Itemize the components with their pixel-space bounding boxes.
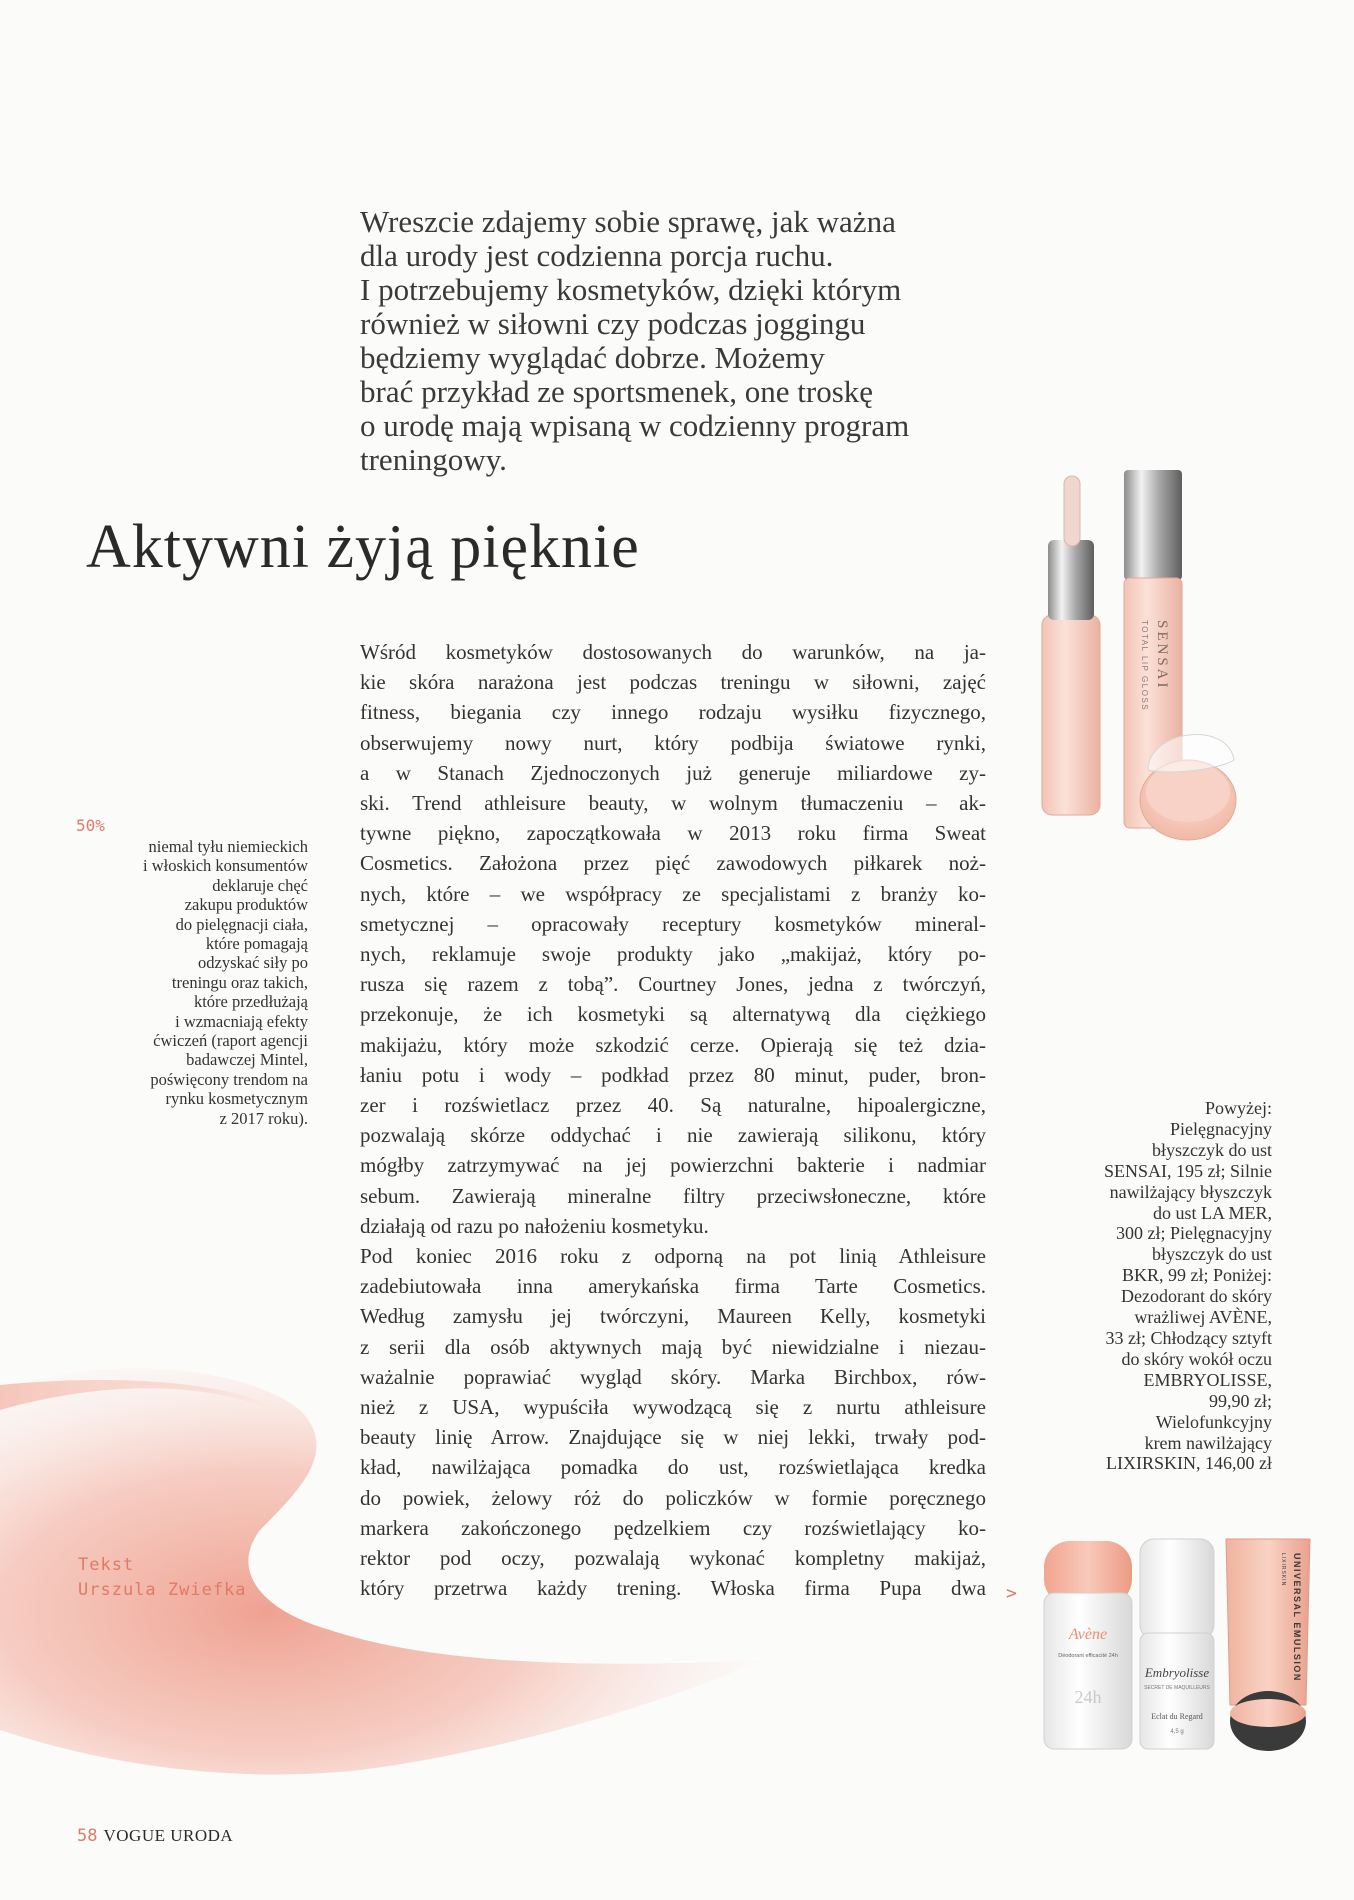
body-line: Według zamysłu jej twórczyni, Maureen Kelly, kosmetyki [360, 1304, 986, 1329]
avene-brand: Avène [1068, 1626, 1108, 1643]
body-line: beauty linię Arrow. Znajdujące się w niej lekki, trwały pod- [360, 1425, 986, 1450]
stat-line: i włoskich konsumentów [143, 856, 308, 876]
stat-line: zakupu produktów [184, 895, 308, 915]
sensai-label: SENSAI [1154, 620, 1170, 691]
article-body [360, 637, 986, 1604]
body-line: makijażu, który może szkodzić cerze. Opierają się też dzia- [360, 1032, 986, 1057]
intro-line: o urodę mają wpisaną w codzienny program [360, 408, 910, 443]
stat-percent: 50% [76, 816, 105, 835]
stat-line: które przedłużają [193, 992, 308, 1012]
caption-line: EMBRYOLISSE, [1143, 1369, 1272, 1390]
body-line: który przetrwa każdy trening. Włoska firma Pupa dwa [360, 1576, 986, 1601]
body-line: kie skóra narażona jest podczas treningu w siłowni, zajęć [360, 670, 986, 695]
intro-line: dla urody jest codzienna porcja ruchu. [360, 238, 834, 273]
caption-line: błyszczyk do ust [1152, 1244, 1272, 1265]
body-line: tywne piękno, zapoczątkowała w 2013 roku firma Sweat [360, 821, 986, 846]
author-credit [78, 1553, 247, 1603]
embryolisse-desc: Eclat du Regard [1151, 1712, 1203, 1721]
caption-line: 300 zł; Pielęgnacyjny [1116, 1223, 1272, 1244]
body-line: do powiek, żelowy róż do policzków w formie poręcznego [360, 1485, 986, 1510]
embryolisse-brand: Embryolisse [1144, 1665, 1210, 1680]
intro-line: Wreszcie zdajemy sobie sprawę, jak ważna [360, 204, 896, 239]
body-line: sebum. Zawierają mineralne filtry przeciwsłoneczne, które [360, 1183, 986, 1208]
product-caption [1010, 1098, 1272, 1474]
intro-paragraph [360, 205, 1010, 477]
caption-line: 33 zł; Chłodzący sztyft [1105, 1327, 1272, 1348]
lixirskin-label: UNIVERSAL EMULSION [1292, 1553, 1302, 1682]
body-line: ski. Trend athleisure beauty, w wolnym tłumaczeniu – ak- [360, 791, 986, 816]
caption-line: LIXIRSKIN, 146,00 zł [1106, 1453, 1272, 1474]
body-line: zer i rozświetlacz przez 40. Są naturalne, hipoalergiczne, [360, 1093, 986, 1118]
stat-line: treningu oraz takich, [171, 972, 308, 992]
avene-24h: 24h [1074, 1687, 1102, 1707]
body-line: fitness, biegania czy innego rodzaju wysiłku fizycznego, [360, 700, 986, 725]
body-care-products-image [1040, 1533, 1316, 1757]
body-line: rektor pod oczy, pozwalają wykonać kompletny makijaż, [360, 1546, 986, 1571]
stat-line: poświęcony trendom na [150, 1069, 308, 1089]
body-line: smetycznej – opracowały receptury kosmetyków mineral- [360, 911, 986, 936]
body-line: rusza się razem z tobą”. Courtney Jones, jedna z twórczyń, [360, 972, 986, 997]
sensai-sublabel: TOTAL LIP GLOSS [1140, 620, 1149, 712]
body-line: Pod koniec 2016 roku z odporną na pot linią Athleisure [360, 1244, 986, 1269]
body-line: mógłby zatrzymywać na jej powierzchni bakterie i nadmiar [360, 1153, 986, 1178]
caption-line: do skóry wokół oczu [1121, 1348, 1272, 1369]
caption-line: nawilżający błyszczyk [1109, 1181, 1272, 1202]
side-stat-box [58, 815, 308, 1128]
body-line: pozwalają skórze oddychać i nie zawierają silikonu, który [360, 1123, 986, 1148]
intro-line: brać przykład ze sportsmenek, one troskę [360, 374, 874, 409]
caption-line: błyszczyk do ust [1152, 1139, 1272, 1160]
body-line: zadebiutowała inna amerykańska firma Tarte Cosmetics. [360, 1274, 986, 1299]
intro-line: będziemy wyglądać dobrze. Możemy [360, 340, 825, 375]
caption-line: krem nawilżający [1144, 1432, 1272, 1453]
article-title: Aktywni żyją pięknie [86, 513, 640, 581]
credit-author: Urszula Zwiefka [78, 1580, 247, 1600]
embryolisse-size: 4,5 g [1170, 1729, 1184, 1735]
caption-line: Powyżej: [1205, 1098, 1272, 1118]
stat-line: i wzmacniają efekty [175, 1011, 308, 1031]
stat-line: rynku kosmetycznym [165, 1089, 308, 1109]
body-line: obserwujemy nowy nurt, który podbija światowe rynki, [360, 730, 986, 755]
body-line: a w Stanach Zjednoczonych już generuje miliardowe zy- [360, 760, 986, 785]
stat-line: badawczej Mintel, [186, 1050, 308, 1070]
stat-line: z 2017 roku). [219, 1108, 308, 1128]
caption-line: 99,90 zł; [1209, 1390, 1272, 1411]
stat-line: które pomagają [205, 934, 308, 954]
body-line: łaniu potu i wody – podkład przez 80 minut, puder, bron- [360, 1062, 986, 1087]
caption-line: Dezodorant do skóry [1121, 1286, 1272, 1307]
body-line: nych, które – we współpracy ze specjalistami z branży ko- [360, 881, 986, 906]
caption-line: SENSAI, 195 zł; Silnie [1103, 1160, 1272, 1181]
stat-line: do pielęgnacji ciała, [175, 914, 308, 934]
body-line: markera zakończonego pędzelkiem czy rozświetlający ko- [360, 1515, 986, 1540]
body-line: kład, nawilżająca pomadka do ust, rozświetlająca kredka [360, 1455, 986, 1480]
lixirskin-sub: LIXIRSKIN [1280, 1553, 1286, 1587]
intro-line: treningowy. [360, 442, 507, 477]
body-line: Wśród kosmetyków dostosowanych do warunków, na ja- [360, 640, 986, 664]
body-line: nych, reklamuje swoje produkty jako „makijaż, który po- [360, 942, 986, 967]
intro-line: również w siłowni czy podczas joggingu [360, 306, 866, 341]
avene-desc: Déodorant efficacité 24h [1058, 1653, 1118, 1659]
body-line: nież z USA, wypuściła wywodzącą się z nurtu athleisure [360, 1395, 986, 1420]
body-line: ważalnie poprawiać wygląd skóry. Marka Birchbox, rów- [360, 1364, 986, 1389]
continue-arrow-icon: > [1006, 1583, 1017, 1604]
caption-line: Pielęgnacyjny [1170, 1118, 1272, 1139]
magazine-name: VOGUE URODA [103, 1826, 234, 1845]
caption-line: Wielofunkcyjny [1155, 1411, 1272, 1432]
body-line: Cosmetics. Założona przez pięć zawodowych piłkarek noż- [360, 851, 986, 876]
body-line: przekonuje, że ich kosmetyki są alternatywą dla ciężkiego [360, 1002, 986, 1027]
body-line: działają od razu po nałożeniu kosmetyku. [360, 1213, 709, 1238]
page-number: 58 [77, 1826, 98, 1846]
stat-line: ćwiczeń (raport agencji [153, 1031, 308, 1051]
stat-line: niemal tyłu niemieckich [148, 837, 308, 856]
page-footer [77, 1826, 233, 1846]
caption-line: wrażliwej AVÈNE, [1134, 1307, 1272, 1328]
embryolisse-sub: SECRET DE MAQUILLEURS [1144, 1685, 1210, 1691]
caption-line: do ust LA MER, [1152, 1202, 1272, 1223]
body-line: z serii dla osób aktywnych mają być niewidzialne i niezau- [360, 1334, 986, 1359]
stat-line: deklaruje chęć [212, 875, 308, 895]
credit-label: Tekst [78, 1555, 135, 1575]
caption-line: BKR, 99 zł; Poniżej: [1122, 1265, 1272, 1286]
stat-line: odzyskać siły po [198, 953, 308, 973]
intro-line: I potrzebujemy kosmetyków, dzięki którym [360, 272, 902, 307]
lip-gloss-products-image [1038, 470, 1238, 910]
